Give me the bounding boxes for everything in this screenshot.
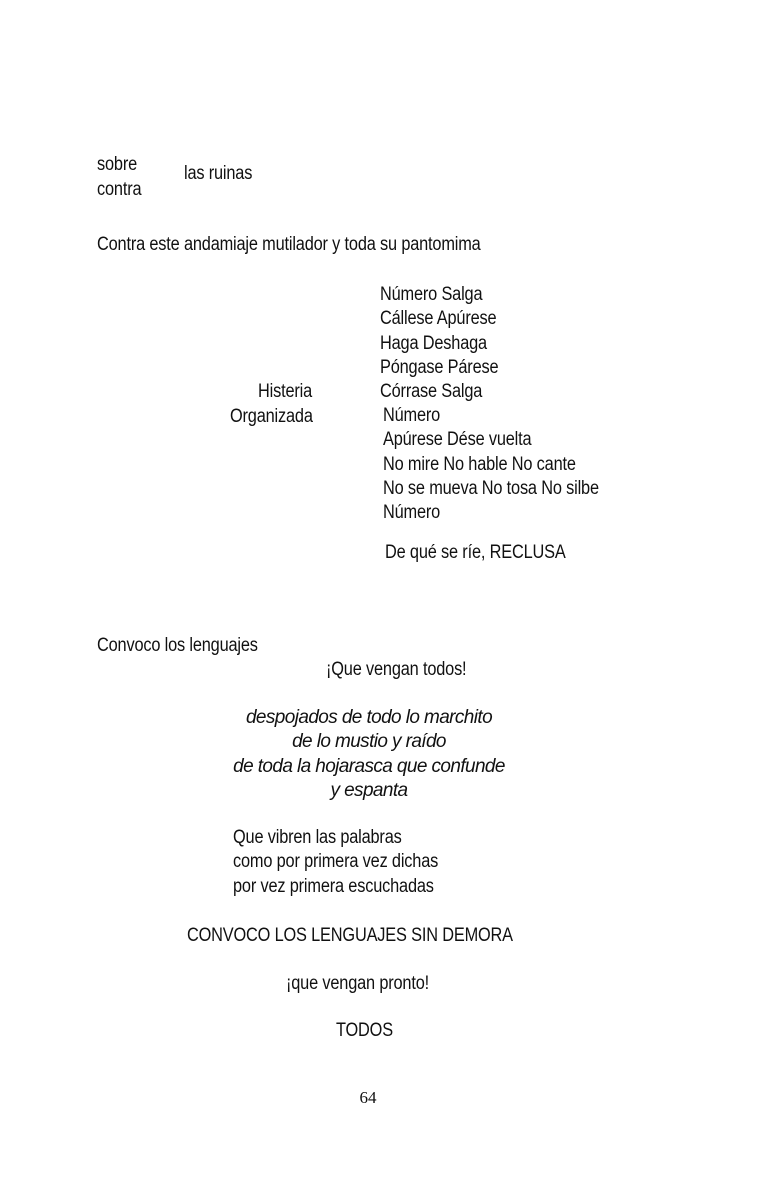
command-line: Cállese Apúrese — [380, 308, 497, 330]
italic-line: despojados de todo lo marchito — [245, 707, 493, 728]
todos-line: TODOS — [336, 1020, 393, 1041]
italic-line: y espanta — [330, 779, 408, 801]
reclusa-line: De qué se ríe, RECLUSA — [385, 542, 566, 563]
commands-block-b — [383, 404, 634, 525]
contra-line: Contra este andamiaje mutilador y toda su pantomima — [97, 234, 481, 255]
command-line: Póngase Párese — [380, 356, 499, 378]
command-line: No mire No hable No cante — [383, 453, 576, 475]
command-line: No se mueva No tosa No silbe — [383, 477, 599, 499]
vibren-line: como por primera vez dichas — [233, 851, 439, 873]
side-label-organizada: Organizada — [230, 406, 313, 427]
page-number: 64 — [359, 1088, 377, 1107]
italic-line: de toda la hojarasca que confunde — [233, 755, 505, 777]
word-contra: contra — [97, 179, 142, 200]
vibren-line: Que vibren las palabras — [233, 827, 402, 848]
command-line: Apúrese Dése vuelta — [383, 429, 532, 451]
italic-stanza — [0, 706, 778, 803]
vibren-line: por vez primera escuchadas — [233, 875, 434, 897]
vibren-stanza — [233, 826, 472, 899]
word-las-ruinas: las ruinas — [184, 163, 253, 184]
commands-block-a — [380, 283, 518, 404]
word-sobre: sobre — [97, 154, 138, 175]
command-line: Córrase Salga — [380, 381, 483, 403]
command-line: Número — [383, 502, 441, 524]
side-label-histeria: Histeria — [258, 381, 313, 402]
command-line: Número — [383, 405, 441, 426]
vengan-todos-line: ¡Que vengan todos! — [326, 659, 467, 680]
convoco-line: Convoco los lenguajes — [97, 635, 258, 656]
convoco-caps-line: CONVOCO LOS LENGUAJES SIN DEMORA — [187, 925, 513, 946]
command-line: Número Salga — [380, 284, 483, 305]
italic-line: de lo mustio y raído — [292, 731, 446, 753]
vengan-pronto-line: ¡que vengan pronto! — [286, 973, 430, 994]
command-line: Haga Deshaga — [380, 332, 487, 354]
